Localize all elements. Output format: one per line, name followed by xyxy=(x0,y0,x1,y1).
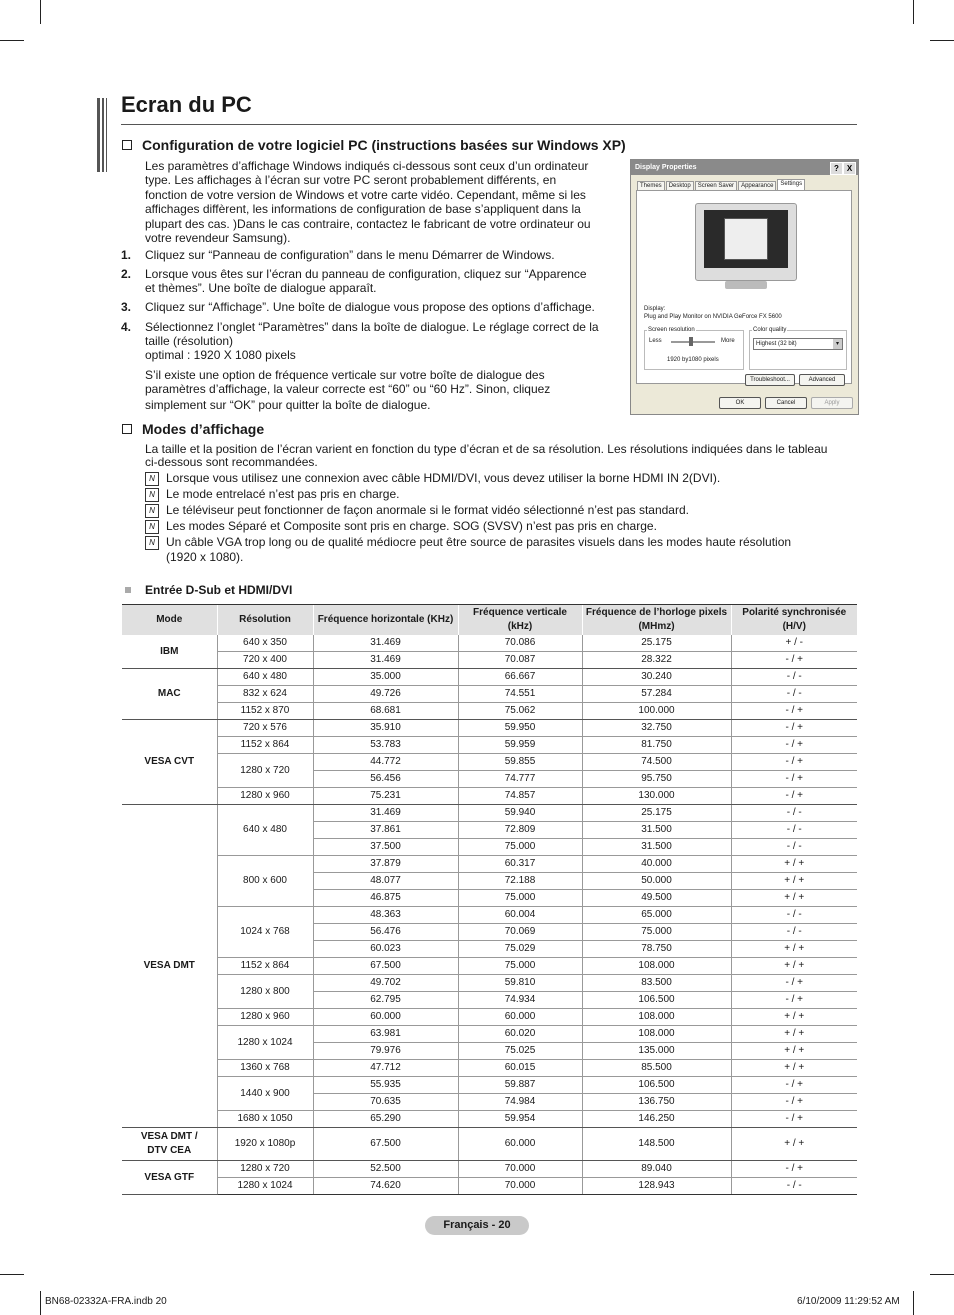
value-cell: 74.777 xyxy=(458,771,582,788)
value-cell: + / + xyxy=(731,1128,857,1161)
color-label: Color quality xyxy=(753,327,787,333)
intro-line: votre revendeur Samsung). xyxy=(145,231,291,245)
value-cell: - / + xyxy=(731,1077,857,1094)
value-cell: 49.500 xyxy=(582,890,731,907)
value-cell: 128.943 xyxy=(582,1178,731,1195)
value-cell: 50.000 xyxy=(582,873,731,890)
crop-mark xyxy=(0,40,24,41)
value-cell: - / - xyxy=(731,907,857,924)
value-cell: 60.020 xyxy=(458,1026,582,1043)
checkbox-bullet-icon xyxy=(122,424,132,434)
close-icon[interactable]: X xyxy=(843,162,856,175)
step-number: 2. xyxy=(121,267,132,281)
value-cell: 74.857 xyxy=(458,788,582,805)
note-icon: N xyxy=(145,488,159,502)
note-icon: N xyxy=(145,536,159,550)
table-row xyxy=(122,1026,857,1043)
monitor-stand xyxy=(725,281,767,289)
tab-desktop[interactable]: Desktop xyxy=(666,181,694,191)
dialog-titlebar xyxy=(631,160,858,175)
value-cell: 74.500 xyxy=(582,754,731,771)
resolution-label: Screen resolution xyxy=(648,327,695,333)
column-header: Fréquence de l’horloge pixels (MHmz) xyxy=(582,605,731,636)
note-icon: N xyxy=(145,520,159,534)
resolution-cell: 1152 x 864 xyxy=(217,737,313,754)
tab-screen-saver[interactable]: Screen Saver xyxy=(695,181,737,191)
table-row xyxy=(122,652,857,669)
intro-line: plupart des cas. )Dans le cas contraire, contactez le fabricant de votre ordinateur ou xyxy=(145,217,591,231)
chevron-down-icon: ▾ xyxy=(833,339,842,349)
column-header: Mode xyxy=(122,605,217,636)
column-header: Fréquence verticale (kHz) xyxy=(458,605,582,636)
monitor-icon xyxy=(695,203,797,281)
value-cell: - / - xyxy=(731,924,857,941)
resolution-cell: 1360 x 768 xyxy=(217,1060,313,1077)
page-title: Ecran du PC xyxy=(121,92,252,117)
value-cell: 70.635 xyxy=(313,1094,458,1111)
crop-mark xyxy=(40,1291,41,1315)
value-cell: 135.000 xyxy=(582,1043,731,1060)
value-cell: 60.317 xyxy=(458,856,582,873)
resolution-cell: 1280 x 800 xyxy=(217,975,313,1009)
crop-mark xyxy=(930,40,954,41)
resolution-cell: 640 x 480 xyxy=(217,805,313,856)
table-row xyxy=(122,958,857,975)
column-header: Résolution xyxy=(217,605,313,636)
value-cell: - / + xyxy=(731,788,857,805)
table-row xyxy=(122,788,857,805)
print-slug-date: 6/10/2009 11:29:52 AM xyxy=(797,1296,900,1307)
crop-mark xyxy=(0,1274,24,1275)
value-cell: + / + xyxy=(731,941,857,958)
help-icon[interactable]: ? xyxy=(830,162,843,175)
mode-cell: VESA GTF xyxy=(122,1161,217,1195)
table-row xyxy=(122,1128,857,1161)
value-cell: 31.469 xyxy=(313,805,458,822)
value-cell: 74.984 xyxy=(458,1094,582,1111)
step-text: Lorsque vous êtes sur l’écran du panneau de configuration, cliquez sur “Apparence xyxy=(145,267,587,281)
dialog-title: Display Properties xyxy=(635,164,697,171)
value-cell: + / + xyxy=(731,890,857,907)
mode-cell: MAC xyxy=(122,669,217,720)
value-cell: - / + xyxy=(731,754,857,771)
value-cell: 55.935 xyxy=(313,1077,458,1094)
value-cell: 85.500 xyxy=(582,1060,731,1077)
value-cell: 37.879 xyxy=(313,856,458,873)
column-header: Fréquence horizontale (KHz) xyxy=(313,605,458,636)
value-cell: 70.000 xyxy=(458,1161,582,1178)
value-cell: 136.750 xyxy=(582,1094,731,1111)
value-cell: 66.667 xyxy=(458,669,582,686)
value-cell: 28.322 xyxy=(582,652,731,669)
value-cell: 48.363 xyxy=(313,907,458,924)
value-cell: 40.000 xyxy=(582,856,731,873)
value-cell: 44.772 xyxy=(313,754,458,771)
value-cell: 74.551 xyxy=(458,686,582,703)
resolution-value: 1920 by1080 pixels xyxy=(667,357,719,363)
resolution-cell: 1024 x 768 xyxy=(217,907,313,958)
value-cell: 106.500 xyxy=(582,1077,731,1094)
intro-line: fonction de votre version de Windows et votre carte vidéo. Cependant, même si les xyxy=(145,188,586,202)
resolution-cell: 832 x 624 xyxy=(217,686,313,703)
note-icon: N xyxy=(145,504,159,518)
value-cell: 83.500 xyxy=(582,975,731,992)
value-cell: 30.240 xyxy=(582,669,731,686)
value-cell: 63.981 xyxy=(313,1026,458,1043)
value-cell: 25.175 xyxy=(582,805,731,822)
step-note: paramètres d’affichage, la valeur correcte est “60” ou “60 Hz”. Sinon, cliquez xyxy=(145,382,551,396)
value-cell: 67.500 xyxy=(313,1128,458,1161)
value-cell: 70.086 xyxy=(458,635,582,652)
value-cell: 108.000 xyxy=(582,958,731,975)
value-cell: - / + xyxy=(731,720,857,737)
mode-cell: VESA CVT xyxy=(122,720,217,805)
value-cell: 59.810 xyxy=(458,975,582,992)
value-cell: 31.469 xyxy=(313,652,458,669)
value-cell: - / - xyxy=(731,822,857,839)
note-item: N Le mode entrelacé n’est pas pris en charge. xyxy=(145,487,399,502)
value-cell: 59.954 xyxy=(458,1111,582,1128)
value-cell: 59.940 xyxy=(458,805,582,822)
tab-settings[interactable]: Settings xyxy=(777,179,805,191)
modes-intro-line: La taille et la position de l’écran varient en fonction du type d’écran et de sa résolution. Les résolutions indiquées dans le tableau xyxy=(145,442,828,456)
step-text: optimal : 1920 X 1080 pixels xyxy=(145,348,296,362)
value-cell: 59.855 xyxy=(458,754,582,771)
step-note: S’il existe une option de fréquence verticale sur votre boîte de dialogue des xyxy=(145,368,545,382)
table-row xyxy=(122,720,857,737)
table-row xyxy=(122,686,857,703)
note-icon: N xyxy=(145,472,159,486)
step-text: Sélectionnez l’onglet “Paramètres” dans la boîte de dialogue. Le réglage correct de la xyxy=(145,320,599,334)
value-cell: 65.290 xyxy=(313,1111,458,1128)
value-cell: 81.750 xyxy=(582,737,731,754)
section-modes-title: Modes d’affichage xyxy=(121,421,264,437)
value-cell: 59.959 xyxy=(458,737,582,754)
note-item: N Un câble VGA trop long ou de qualité médiocre peut être source de parasites visuels dans les modes haute résolution (1920 x 1080). xyxy=(145,535,857,564)
mode-cell: VESA DMT xyxy=(122,805,217,1128)
table-row xyxy=(122,907,857,924)
resolution-cell: 720 x 400 xyxy=(217,652,313,669)
value-cell: 72.809 xyxy=(458,822,582,839)
value-cell: 57.284 xyxy=(582,686,731,703)
value-cell: 95.750 xyxy=(582,771,731,788)
value-cell: - / + xyxy=(731,975,857,992)
value-cell: 108.000 xyxy=(582,1026,731,1043)
settings-panel xyxy=(636,190,852,384)
less-label: Less xyxy=(649,338,662,344)
value-cell: 108.000 xyxy=(582,1009,731,1026)
value-cell: + / + xyxy=(731,1009,857,1026)
intro-line: affichages diffèrent, les informations de configuration de base s’appliquent dans la xyxy=(145,202,581,216)
value-cell: 70.087 xyxy=(458,652,582,669)
resolution-cell: 1152 x 870 xyxy=(217,703,313,720)
value-cell: + / + xyxy=(731,856,857,873)
table-header-row xyxy=(122,605,857,636)
checkbox-bullet-icon xyxy=(122,140,132,150)
crop-mark xyxy=(930,1274,954,1275)
modes-intro-line: ci-dessous sont recommandées. xyxy=(145,455,318,469)
tab-appearance[interactable]: Appearance xyxy=(738,181,776,191)
table-row xyxy=(122,635,857,652)
tab-themes[interactable]: Themes xyxy=(637,181,665,191)
crop-mark xyxy=(913,0,914,24)
note-item: N Le téléviseur peut fonctionner de façon anormale si le format vidéo sélectionné n’est pas standard. xyxy=(145,503,689,518)
table-row xyxy=(122,1161,857,1178)
value-cell: 59.887 xyxy=(458,1077,582,1094)
value-cell: + / + xyxy=(731,1043,857,1060)
resolution-cell: 1920 x 1080p xyxy=(217,1128,313,1161)
value-cell: 59.950 xyxy=(458,720,582,737)
crop-mark xyxy=(913,1291,914,1315)
value-cell: 60.000 xyxy=(458,1128,582,1161)
value-cell: 60.015 xyxy=(458,1060,582,1077)
value-cell: - / + xyxy=(731,1111,857,1128)
mode-cell: VESA DMT / DTV CEA xyxy=(122,1128,217,1161)
value-cell: 52.500 xyxy=(313,1161,458,1178)
resolution-cell: 640 x 480 xyxy=(217,669,313,686)
intro-line: Les paramètres d’affichage Windows indiqués ci-dessous sont ceux d’un ordinateur xyxy=(145,159,589,173)
cancel-button[interactable]: Cancel xyxy=(765,397,807,409)
value-cell: 75.062 xyxy=(458,703,582,720)
print-slug-file: BN68-02332A-FRA.indb 20 xyxy=(45,1296,167,1307)
display-label: Display: xyxy=(644,306,666,312)
resolution-group xyxy=(644,327,744,370)
page-footer: Français - 20 xyxy=(425,1216,529,1235)
table-row xyxy=(122,669,857,686)
resolution-cell: 1280 x 720 xyxy=(217,1161,313,1178)
value-cell: 25.175 xyxy=(582,635,731,652)
value-cell: - / + xyxy=(731,1161,857,1178)
value-cell: 106.500 xyxy=(582,992,731,1009)
display-properties-dialog xyxy=(630,159,859,415)
value-cell: - / + xyxy=(731,652,857,669)
value-cell: 67.500 xyxy=(313,958,458,975)
apply-button[interactable]: Apply xyxy=(811,397,853,409)
slider-thumb[interactable] xyxy=(689,337,693,346)
value-cell: 49.726 xyxy=(313,686,458,703)
value-cell: 48.077 xyxy=(313,873,458,890)
resolution-cell: 800 x 600 xyxy=(217,856,313,907)
value-cell: 60.000 xyxy=(313,1009,458,1026)
display-value: Plug and Play Monitor on NVIDIA GeForce FX 5600 xyxy=(644,314,782,320)
value-cell: 74.620 xyxy=(313,1178,458,1195)
resolution-cell: 640 x 350 xyxy=(217,635,313,652)
value-cell: 148.500 xyxy=(582,1128,731,1161)
table-row xyxy=(122,1111,857,1128)
value-cell: 78.750 xyxy=(582,941,731,958)
resolution-cell: 1680 x 1050 xyxy=(217,1111,313,1128)
value-cell: 75.000 xyxy=(582,924,731,941)
value-cell: 31.500 xyxy=(582,822,731,839)
color-select[interactable]: Highest (32 bit) ▾ xyxy=(753,338,843,350)
value-cell: 75.000 xyxy=(458,890,582,907)
table-row xyxy=(122,737,857,754)
value-cell: 60.004 xyxy=(458,907,582,924)
value-cell: 62.795 xyxy=(313,992,458,1009)
value-cell: 56.456 xyxy=(313,771,458,788)
resolution-cell: 1280 x 1024 xyxy=(217,1026,313,1060)
value-cell: 72.188 xyxy=(458,873,582,890)
color-group xyxy=(749,327,847,370)
value-cell: 65.000 xyxy=(582,907,731,924)
value-cell: 32.750 xyxy=(582,720,731,737)
table-row xyxy=(122,1077,857,1094)
step-text: Cliquez sur “Affichage”. Une boîte de dialogue vous propose des options d’affichage. xyxy=(145,300,595,314)
value-cell: 75.000 xyxy=(458,958,582,975)
value-cell: 53.783 xyxy=(313,737,458,754)
value-cell: - / - xyxy=(731,669,857,686)
value-cell: 75.025 xyxy=(458,1043,582,1060)
value-cell: 68.681 xyxy=(313,703,458,720)
value-cell: 31.469 xyxy=(313,635,458,652)
value-cell: + / + xyxy=(731,1060,857,1077)
step-text: et thèmes”. Une boîte de dialogue apparaît. xyxy=(145,281,377,295)
table-row xyxy=(122,1060,857,1077)
value-cell: 46.875 xyxy=(313,890,458,907)
value-cell: 130.000 xyxy=(582,788,731,805)
value-cell: 35.000 xyxy=(313,669,458,686)
value-cell: 56.476 xyxy=(313,924,458,941)
square-bullet-icon xyxy=(125,587,131,593)
value-cell: + / - xyxy=(731,635,857,652)
value-cell: 60.023 xyxy=(313,941,458,958)
value-cell: + / + xyxy=(731,1026,857,1043)
step-number: 4. xyxy=(121,320,132,334)
table-row xyxy=(122,1009,857,1026)
value-cell: 37.500 xyxy=(313,839,458,856)
resolution-cell: 1280 x 1024 xyxy=(217,1178,313,1195)
value-cell: - / - xyxy=(731,805,857,822)
table-row xyxy=(122,805,857,822)
value-cell: - / + xyxy=(731,737,857,754)
value-cell: - / + xyxy=(731,992,857,1009)
value-cell: 35.910 xyxy=(313,720,458,737)
step-number: 1. xyxy=(121,248,132,262)
step-number: 3. xyxy=(121,300,132,314)
resolution-cell: 1440 x 900 xyxy=(217,1077,313,1111)
table-row xyxy=(122,754,857,771)
note-item: N Lorsque vous utilisez une connexion avec câble HDMI/DVI, vous devez utiliser la borne HDMI IN 2(DVI). xyxy=(145,471,720,486)
value-cell: 146.250 xyxy=(582,1111,731,1128)
value-cell: 74.934 xyxy=(458,992,582,1009)
value-cell: 70.069 xyxy=(458,924,582,941)
resolution-cell: 1280 x 960 xyxy=(217,1009,313,1026)
value-cell: 75.029 xyxy=(458,941,582,958)
value-cell: 37.861 xyxy=(313,822,458,839)
intro-line: type. Les affichages à l’écran sur votre PC seront probablement différents, en xyxy=(145,173,557,187)
value-cell: 79.976 xyxy=(313,1043,458,1060)
table-row xyxy=(122,1178,857,1195)
value-cell: - / - xyxy=(731,686,857,703)
value-cell: + / + xyxy=(731,958,857,975)
value-cell: 47.712 xyxy=(313,1060,458,1077)
value-cell: - / + xyxy=(731,771,857,788)
table-row xyxy=(122,975,857,992)
table-title: Entrée D-Sub et HDMI/DVI xyxy=(125,583,292,597)
value-cell: 60.000 xyxy=(458,1009,582,1026)
troubleshoot-button[interactable]: Troubleshoot... xyxy=(745,374,795,386)
value-cell: + / + xyxy=(731,873,857,890)
mode-cell: IBM xyxy=(122,635,217,669)
value-cell: 89.040 xyxy=(582,1161,731,1178)
note-item: N Les modes Séparé et Composite sont pris en charge. SOG (SVSV) n’est pas pris en charge. xyxy=(145,519,657,534)
value-cell: 70.000 xyxy=(458,1178,582,1195)
table-row xyxy=(122,856,857,873)
resolution-cell: 720 x 576 xyxy=(217,720,313,737)
step-text: Cliquez sur “Panneau de configuration” dans le menu Démarrer de Windows. xyxy=(145,248,555,262)
value-cell: - / + xyxy=(731,1094,857,1111)
value-cell: 75.000 xyxy=(458,839,582,856)
resolution-cell: 1280 x 960 xyxy=(217,788,313,805)
more-label: More xyxy=(721,338,735,344)
value-cell: 31.500 xyxy=(582,839,731,856)
timing-table xyxy=(122,604,857,1195)
value-cell: 75.231 xyxy=(313,788,458,805)
column-header: Polarité synchronisée (H/V) xyxy=(731,605,857,636)
step-note: simplement sur “OK” pour quitter la boîte de dialogue. xyxy=(145,398,431,412)
value-cell: - / - xyxy=(731,1178,857,1195)
resolution-slider[interactable] xyxy=(671,341,715,343)
value-cell: 49.702 xyxy=(313,975,458,992)
table-row xyxy=(122,703,857,720)
advanced-button[interactable]: Advanced xyxy=(799,374,845,386)
step-text: taille (résolution) xyxy=(145,334,234,348)
value-cell: 100.000 xyxy=(582,703,731,720)
value-cell: - / + xyxy=(731,703,857,720)
crop-mark xyxy=(40,0,41,24)
resolution-cell: 1280 x 720 xyxy=(217,754,313,788)
ok-button[interactable]: OK xyxy=(719,397,761,409)
title-rule xyxy=(121,124,857,125)
value-cell: - / - xyxy=(731,839,857,856)
section-configuration-title: Configuration de votre logiciel PC (instructions basées sur Windows XP) xyxy=(121,137,626,153)
resolution-cell: 1152 x 864 xyxy=(217,958,313,975)
